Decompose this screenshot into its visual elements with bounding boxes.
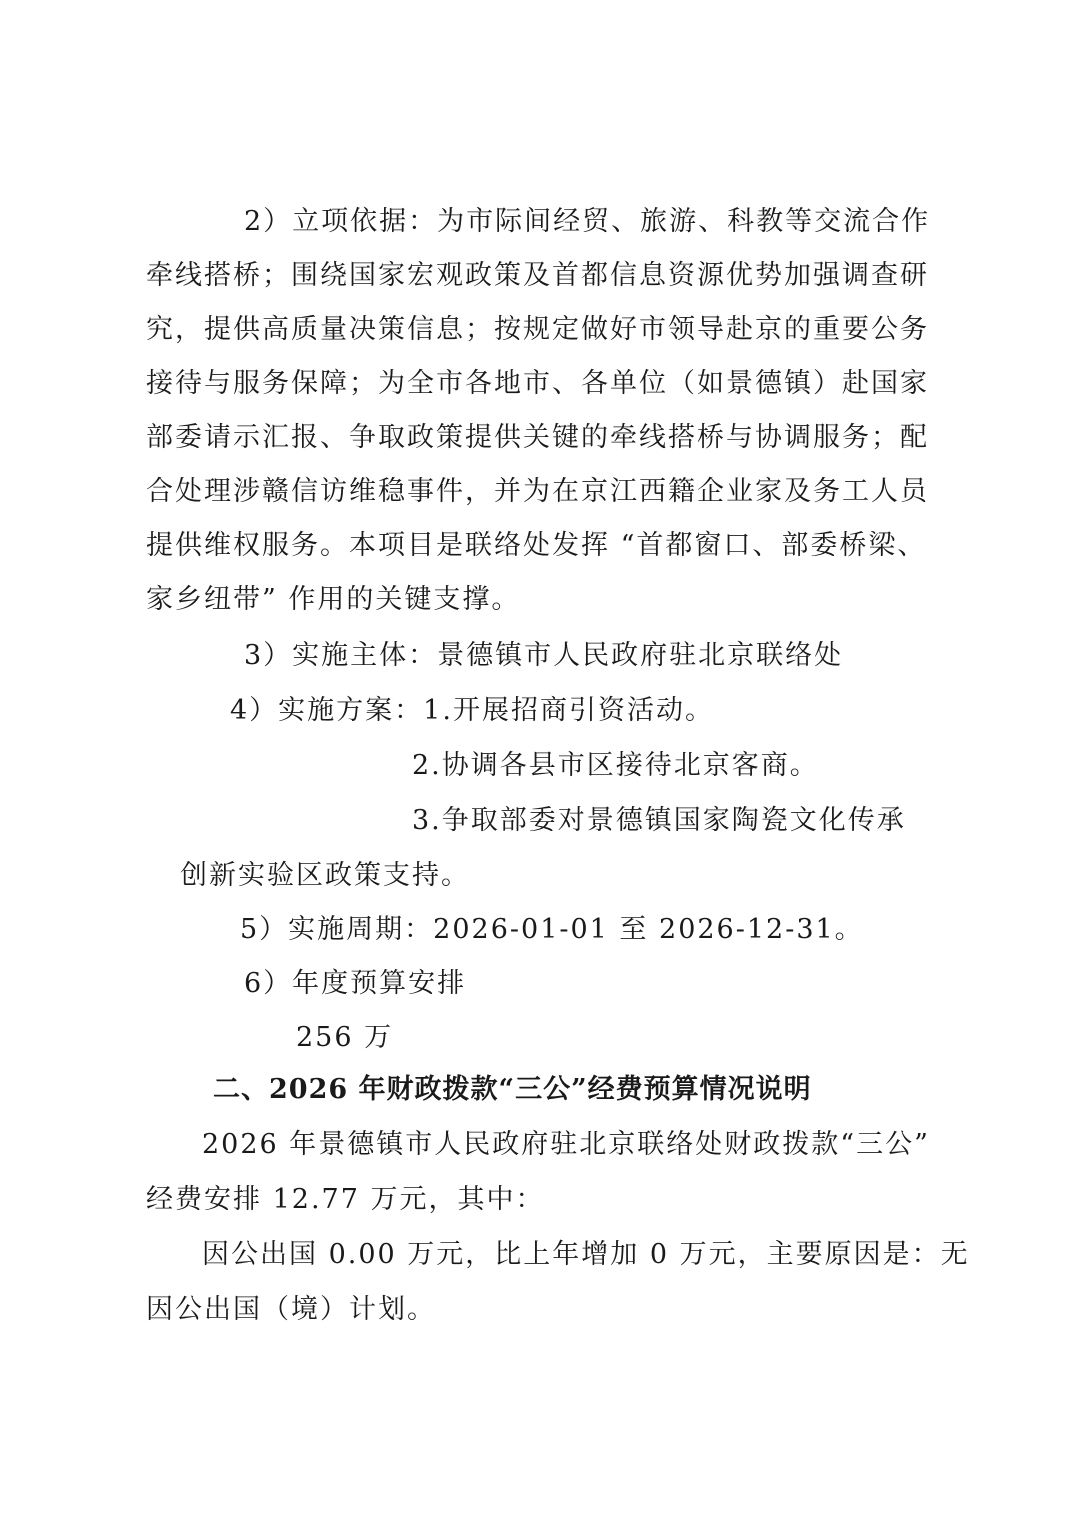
plan-item-2: 2.协调各县市区接待北京客商。: [412, 750, 819, 781]
basis-line-1: 2）立项依据：为市际间经贸、旅游、科教等交流合作: [244, 206, 931, 237]
summary-line-2: 经费安排 12.77 万元，其中：: [146, 1184, 545, 1215]
budget-label: 6）年度预算安排: [244, 968, 467, 999]
basis-line-7: 提供维权服务。本项目是联络处发挥 “首都窗口、部委桥梁、: [146, 530, 927, 561]
abroad-line-2: 因公出国（境）计划。: [146, 1294, 436, 1325]
basis-line-8: 家乡纽带” 作用的关键支撑。: [146, 584, 521, 615]
section-heading: 二、2026 年财政拨款“三公”经费预算情况说明: [213, 1074, 812, 1105]
budget-value: 256 万: [296, 1022, 394, 1053]
summary-line-1: 2026 年景德镇市人民政府驻北京联络处财政拨款“三公”: [202, 1129, 930, 1160]
plan-item-3-line-2: 创新实验区政策支持。: [180, 860, 470, 891]
abroad-line-1: 因公出国 0.00 万元，比上年增加 0 万元，主要原因是：无: [202, 1239, 970, 1270]
basis-line-6: 合处理涉赣信访维稳事件，并为在京江西籍企业家及务工人员: [146, 476, 929, 507]
period-line: 5）实施周期：2026-01-01 至 2026-12-31。: [240, 914, 864, 945]
implementer-line: 3）实施主体：景德镇市人民政府驻北京联络处: [244, 640, 844, 671]
plan-item-1: 4）实施方案：1.开展招商引资活动。: [230, 695, 714, 726]
basis-line-2: 牵线搭桥；围绕国家宏观政策及首都信息资源优势加强调查研: [146, 260, 929, 291]
basis-line-4: 接待与服务保障；为全市各地市、各单位（如景德镇）赴国家: [146, 368, 929, 399]
basis-line-3: 究，提供高质量决策信息；按规定做好市领导赴京的重要公务: [146, 314, 929, 345]
plan-item-3-line-1: 3.争取部委对景德镇国家陶瓷文化传承: [412, 805, 906, 836]
basis-line-5: 部委请示汇报、争取政策提供关键的牵线搭桥与协调服务；配: [146, 422, 929, 453]
